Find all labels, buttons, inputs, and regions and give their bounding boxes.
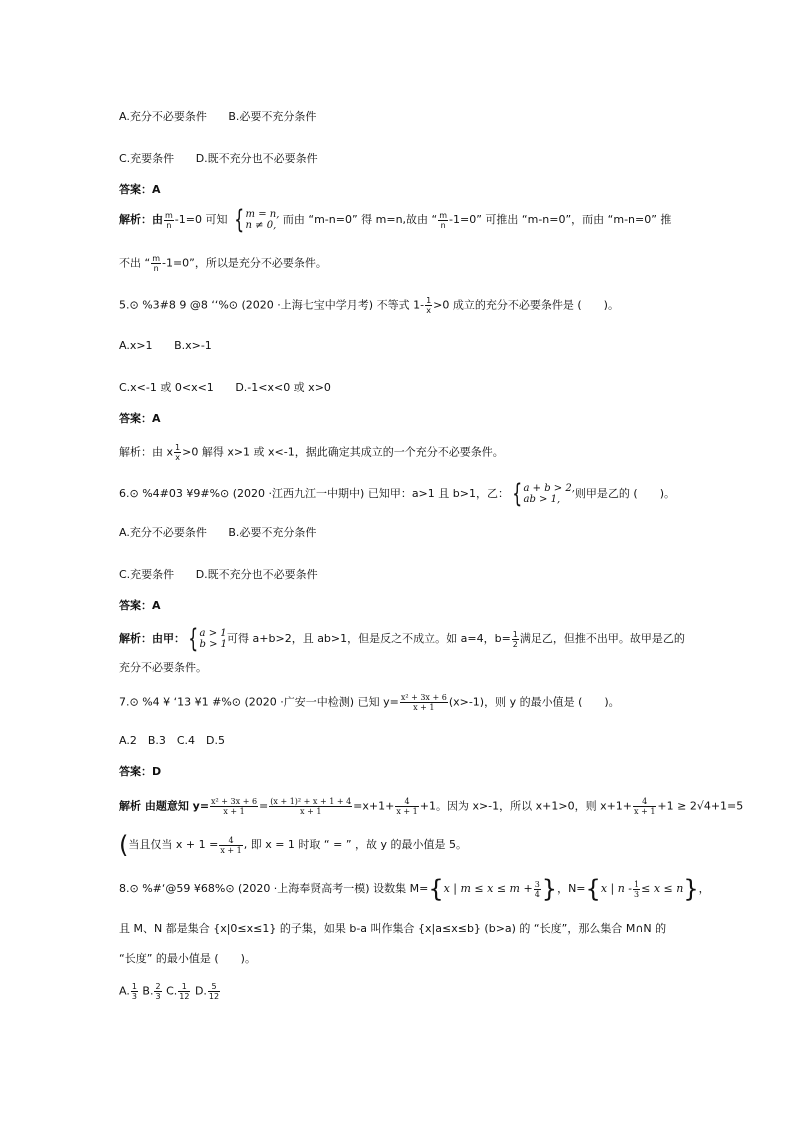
q4-options-row1 bbox=[119, 109, 316, 125]
q4-option-b: B.必要不充分条件 bbox=[228, 110, 317, 123]
q5-analysis: 解析：由 x $\frac{1}{x}$ >0 解得 x>1 或 x<-1，据此确定其成立的一个充分不必要条件。 bbox=[119, 443, 504, 462]
fraction: $\frac{m}{n}$ bbox=[165, 210, 173, 230]
q4-option-a: A.充分不必要条件 bbox=[119, 110, 207, 123]
equation-system: a + b > 2, ab > 1, bbox=[523, 483, 575, 505]
q8-option-b: B. bbox=[142, 984, 154, 998]
q5-options-row2 bbox=[119, 380, 331, 396]
q8-option-a: A. bbox=[119, 984, 130, 998]
q6-option-a: A.充分不必要条件 bbox=[119, 526, 207, 539]
equation-system: a > 1 b > 1 bbox=[199, 628, 228, 650]
q8-stem-line1: 8.⊙ %#‘@59 ¥68%⊙ (2020 ·上海奉贤高考一模) 设数集 M={x | m ≤ x ≤ m + $\frac{3}{4}$ }，N={x | n - $\frac{1}{3}$ ≤ x ≤ n}， bbox=[119, 875, 710, 903]
q6-analysis-line2: 充分不必要条件。 bbox=[119, 661, 207, 674]
q4-option-d: D.既不充分也不必要条件 bbox=[195, 152, 318, 165]
q5-option-c: C.x<-1 或 0<x<1 bbox=[119, 381, 214, 394]
q4-analysis-line1: 解析：由 $\frac{m}{n}$ -1=0 可知 { m = n, n ≠ 0, 而由 “m-n=0” 得 m=n,故由 “ $\frac{m}{n}$ -1=0” 可推出 “m-n=0”，而由 “m-n=0” 推 bbox=[119, 205, 672, 235]
q4-answer: 答案：A bbox=[119, 183, 161, 196]
q7-analysis-line1: 解析 由题意知 y= $\frac{\text{x² + 3x + 6}}{x + 1}$ = $\frac{\text{(x + 1)² + x + 1 + 4}}{x + 1}$ =x+1+ $\frac{4}{x + 1}$ +1。因为 x>-1，所以 x+1>0，则 x+1+ $\frac{4}{x + 1}$ +1 ≥ 2√4+1=5 bbox=[119, 797, 744, 816]
q6-option-c: C.充要条件 bbox=[119, 568, 175, 581]
equation-system: m = n, n ≠ 0, bbox=[245, 209, 280, 231]
q6-answer: 答案：A bbox=[119, 599, 161, 612]
q5-answer: 答案：A bbox=[119, 412, 161, 425]
q8-option-c: C. bbox=[166, 984, 178, 998]
q6-option-d: D.既不充分也不必要条件 bbox=[195, 568, 318, 581]
q7-options: A.2 B.3 C.4 D.5 bbox=[119, 734, 226, 747]
q8-stem-line3: “长度” 的最小值是 ( )。 bbox=[119, 952, 256, 965]
q4-option-c: C.充要条件 bbox=[119, 152, 175, 165]
q7-analysis-line2: (当且仅当 x + 1 = $\frac{4}{x + 1}$ , 即 x = 1 时取 “ = ” ，故 y 的最小值是 5。 bbox=[119, 831, 468, 859]
q7-answer: 答案：D bbox=[119, 765, 162, 778]
q8-stem-line2: 且 M、N 都是集合 {x|0≤x≤1} 的子集，如果 b-a 叫作集合 {x|a≤x≤b} (b>a) 的 “长度”，那么集合 M∩N 的 bbox=[119, 922, 667, 935]
q6-option-b: B.必要不充分条件 bbox=[228, 526, 317, 539]
q4-options-row2 bbox=[119, 151, 318, 167]
q5-option-b: B.x>-1 bbox=[174, 339, 212, 352]
q5-option-a: A.x>1 bbox=[119, 339, 153, 352]
q5-options-row1 bbox=[119, 338, 212, 354]
q4-analysis-line2: 不出 “ $\frac{m}{n}$ -1=0”，所以是充分不必要条件。 bbox=[119, 254, 327, 273]
q6-options-row1 bbox=[119, 525, 316, 541]
q5-stem: 5.⊙ %3#8 9 @8 ‘‘%⊙ (2020 ·上海七宝中学月考) 不等式 1- $\frac{1}{x}$ >0 成立的充分不必要条件是 ( )。 bbox=[119, 296, 619, 315]
q6-options-row2 bbox=[119, 567, 318, 583]
q6-analysis-line1: 解析：由甲： { a > 1 b > 1 可得 a+b>2，且 ab>1，但是反之不成立。如 a=4，b= $\frac{1}{2}$ 满足乙，但推不出甲。故甲是乙的 bbox=[119, 624, 685, 654]
q5-option-d: D.-1<x<0 或 x>0 bbox=[235, 381, 331, 394]
q7-stem: 7.⊙ %4 ¥ ‘13 ¥1 #%⊙ (2020 ·广安一中检测) 已知 y= $\frac{\text{x² + 3x + 6}}{x + 1}$ (x>-1)，则 y 的最小值是 ( )。 bbox=[119, 693, 620, 712]
q8-options: A. $\frac{1}{3}$ B. $\frac{2}{3}$ C. $\frac{1}{12}$ D. $\frac{5}{12}$ bbox=[119, 982, 220, 1001]
q8-option-d: D. bbox=[194, 984, 207, 998]
q6-stem: 6.⊙ %4#03 ¥9#%⊙ (2020 ·江西九江一中期中) 已知甲：a>1 且 b>1，乙： { a + b > 2, ab > 1, 则甲是乙的 ( )。 bbox=[119, 479, 675, 509]
